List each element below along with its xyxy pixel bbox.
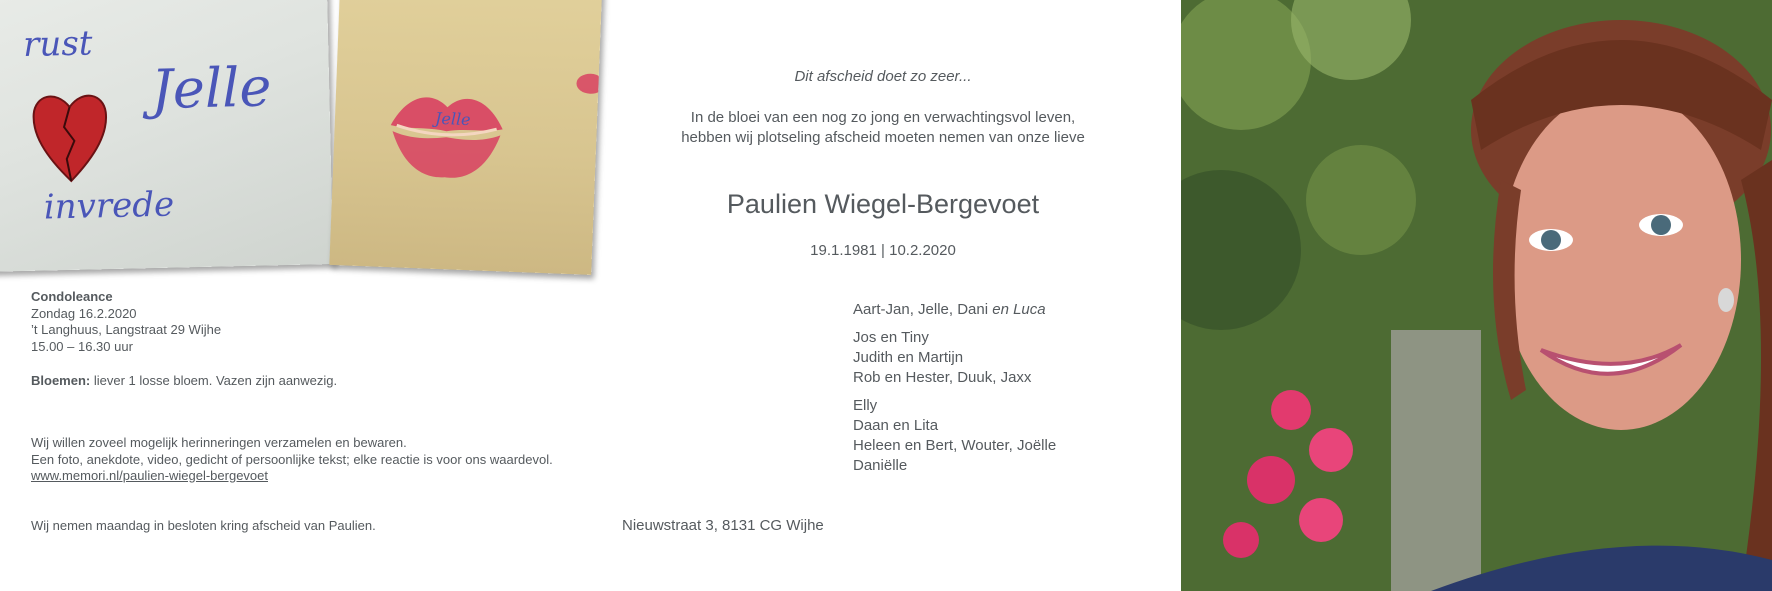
family-names: Aart-Jan, Jelle, Dani <box>853 301 989 318</box>
flowers-text: liever 1 losse bloem. Vazen zijn aanwezig. <box>93 373 338 388</box>
portrait-photo <box>1181 0 1772 591</box>
family-last-name: Luca <box>1013 301 1046 318</box>
condolence-block <box>31 289 221 355</box>
condolence-date: Zondag 16.2.2020 <box>31 305 137 321</box>
lips-icon <box>385 85 509 186</box>
family-member: Elly <box>853 397 878 414</box>
address: Nieuwstraat 3, 8131 CG Wijhe <box>622 517 824 534</box>
family-member: Jos en Tiny <box>853 329 929 346</box>
handwriting-line3: invrede <box>43 184 175 228</box>
announcement-line2: hebben wij plotseling afscheid moeten nemen van onze lieve <box>681 129 1085 146</box>
announcement-text <box>643 108 1123 148</box>
family-group-1 <box>853 300 1046 320</box>
family-group-3 <box>853 396 1056 476</box>
condolence-place: ’t Langhuus, Langstraat 29 Wijhe <box>31 322 222 337</box>
intro-text: Dit afscheid doet zo zeer... <box>794 68 972 85</box>
memori-link[interactable]: www.memori.nl/paulien-wiegel-bergevoet <box>31 468 268 483</box>
condolence-time: 15.00 – 16.30 uur <box>31 338 133 354</box>
handwriting-line1: rust <box>22 23 93 65</box>
kiss-note-text: Jelle <box>434 108 471 130</box>
announcement-line1: In de bloei van een nog zo jong en verwachtingsvol leven, <box>690 109 1076 126</box>
broken-heart-icon <box>29 84 111 186</box>
memories-line2: Een foto, anekdote, video, gedicht of persoonlijke tekst; elke reactie is voor ons waardevol. <box>31 451 553 467</box>
family-member: Rob en Hester, Duuk, Jaxx <box>853 369 1032 386</box>
deceased-name: Paulien Wiegel-Bergevoet <box>726 189 1040 219</box>
closing-text: Wij nemen maandag in besloten kring afscheid van Paulien. <box>31 518 376 533</box>
lipstick-kiss-photo <box>329 0 602 275</box>
memories-block <box>31 435 553 485</box>
lips-edge-icon <box>568 66 599 101</box>
flowers-label: Bloemen: <box>31 373 91 388</box>
family-member: Daniëlle <box>853 457 908 474</box>
condolence-title: Condoleance <box>31 289 113 304</box>
life-dates: 19.1.1981 | 10.2.2020 <box>810 242 956 259</box>
handwritten-note-photo <box>0 0 333 272</box>
family-member: Judith en Martijn <box>853 349 964 366</box>
family-member: Daan en Lita <box>853 417 939 434</box>
portrait-illustration <box>1181 0 1772 591</box>
family-group-2 <box>853 328 1031 388</box>
memories-line1: Wij willen zoveel mogelijk herinneringen verzamelen en bewaren. <box>31 435 407 450</box>
family-connector: en <box>992 301 1009 318</box>
flowers-note <box>31 373 337 390</box>
handwriting-line2: Jelle <box>150 55 273 122</box>
family-member: Heleen en Bert, Wouter, Joëlle <box>853 437 1057 454</box>
